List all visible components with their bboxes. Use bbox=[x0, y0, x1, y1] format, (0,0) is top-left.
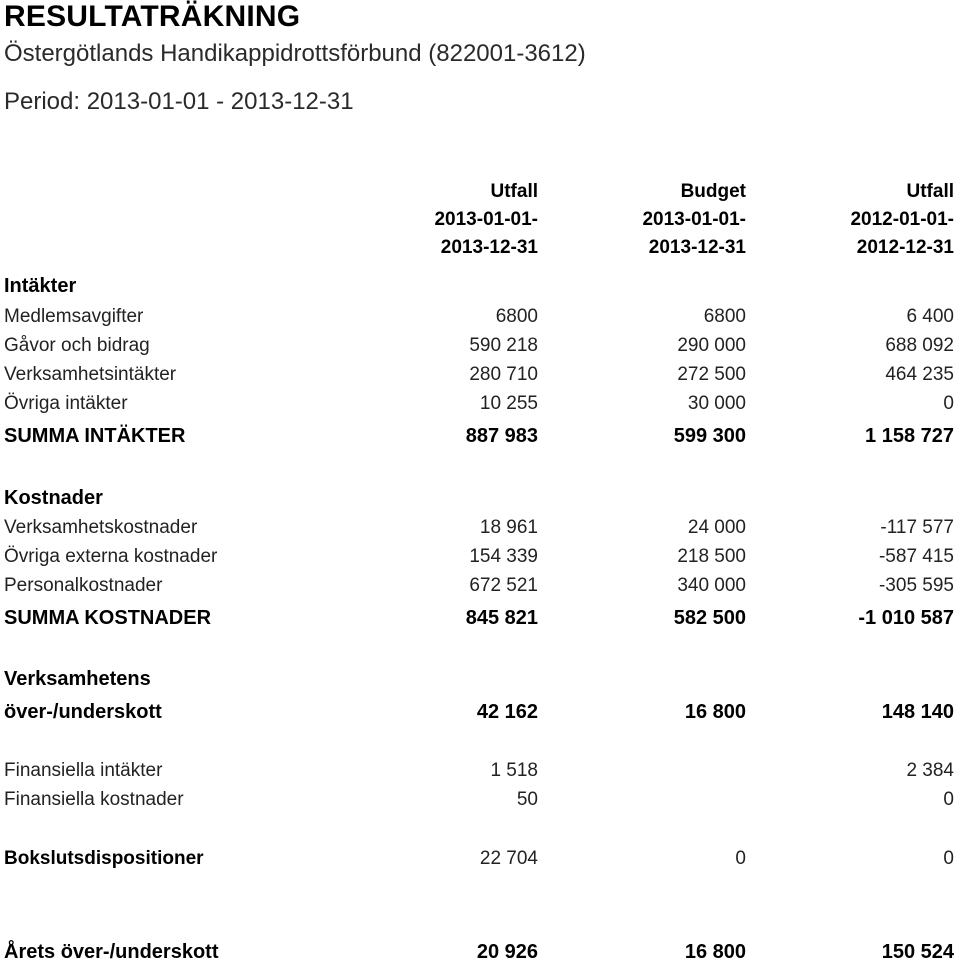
column-header-line: Utfall bbox=[906, 181, 954, 202]
row-value-budget-2013: 6800 bbox=[703, 306, 746, 327]
table-row bbox=[0, 360, 960, 390]
row-value-outcome-2012: 1 158 727 bbox=[865, 425, 954, 447]
row-value-budget-2013: 16 800 bbox=[684, 941, 746, 963]
year-result-row bbox=[0, 937, 960, 967]
row-value-budget-2013: 290 000 bbox=[677, 335, 746, 356]
table-row bbox=[0, 542, 960, 572]
row-value-outcome-2013: 154 339 bbox=[469, 546, 538, 567]
column-header-line: 2012-12-31 bbox=[856, 237, 954, 258]
total-row-costs bbox=[0, 603, 960, 633]
row-value-budget-2013: 599 300 bbox=[673, 425, 746, 447]
row-label: Gåvor och bidrag bbox=[4, 335, 150, 356]
row-label: Övriga intäkter bbox=[4, 393, 128, 414]
row-value-budget-2013: 0 bbox=[735, 848, 746, 869]
table-row bbox=[0, 756, 960, 786]
operating-result-label-line1: Verksamhetens bbox=[4, 668, 151, 690]
appropriations-row bbox=[0, 844, 960, 874]
row-value-budget-2013: 30 000 bbox=[687, 393, 746, 414]
row-value-budget-2013: 340 000 bbox=[677, 575, 746, 596]
row-value-outcome-2013: 590 218 bbox=[469, 335, 538, 356]
table-row bbox=[0, 331, 960, 361]
column-header-line: Budget bbox=[680, 181, 746, 202]
table-row bbox=[0, 785, 960, 815]
column-header-line: Utfall bbox=[490, 181, 538, 202]
row-value-outcome-2012: -587 415 bbox=[878, 546, 954, 567]
row-value-outcome-2012: 688 092 bbox=[885, 335, 954, 356]
row-value-outcome-2012: -305 595 bbox=[878, 575, 954, 596]
row-value-outcome-2013: 1 518 bbox=[490, 760, 538, 781]
column-header-line: 2013-12-31 bbox=[648, 237, 746, 258]
organization-name: Östergötlands Handikappidrottsförbund (822001-3612) bbox=[4, 40, 586, 67]
operating-result-row bbox=[0, 697, 960, 727]
row-value-outcome-2012: 0 bbox=[943, 789, 954, 810]
row-value-budget-2013: 218 500 bbox=[677, 546, 746, 567]
row-value-outcome-2013: 10 255 bbox=[479, 393, 538, 414]
row-value-outcome-2013: 42 162 bbox=[476, 701, 538, 723]
row-value-budget-2013: 16 800 bbox=[684, 701, 746, 723]
row-value-outcome-2012: 2 384 bbox=[906, 760, 954, 781]
column-header-line: 2012-01-01- bbox=[850, 209, 954, 230]
total-row-income bbox=[0, 421, 960, 451]
column-header-line: 2013-01-01- bbox=[434, 209, 538, 230]
row-label: Verksamhetsintäkter bbox=[4, 364, 177, 385]
row-label: Medlemsavgifter bbox=[4, 306, 144, 327]
column-header-outcome-2013 bbox=[338, 178, 538, 262]
table-row bbox=[0, 571, 960, 601]
row-value-budget-2013: 24 000 bbox=[687, 517, 746, 538]
row-value-outcome-2013: 20 926 bbox=[476, 941, 538, 963]
row-label: Finansiella kostnader bbox=[4, 789, 184, 810]
row-value-outcome-2012: -1 010 587 bbox=[858, 607, 954, 629]
row-value-outcome-2012: 464 235 bbox=[885, 364, 954, 385]
row-value-outcome-2013: 280 710 bbox=[469, 364, 538, 385]
table-row bbox=[0, 302, 960, 332]
row-label: SUMMA KOSTNADER bbox=[4, 607, 212, 629]
row-value-outcome-2013: 887 983 bbox=[465, 425, 538, 447]
row-value-outcome-2013: 6800 bbox=[495, 306, 538, 327]
row-label: över-/underskott bbox=[4, 701, 162, 723]
row-value-budget-2013: 582 500 bbox=[673, 607, 746, 629]
column-header-line: 2013-12-31 bbox=[440, 237, 538, 258]
section-heading-income: Intäkter bbox=[4, 275, 77, 297]
row-value-outcome-2012: 0 bbox=[943, 393, 954, 414]
row-label: Bokslutsdispositioner bbox=[4, 848, 204, 869]
row-value-outcome-2012: 148 140 bbox=[881, 701, 954, 723]
row-value-budget-2013: 272 500 bbox=[677, 364, 746, 385]
report-title: RESULTATRÄKNING bbox=[4, 0, 301, 33]
table-row bbox=[0, 389, 960, 419]
section-heading-costs: Kostnader bbox=[4, 487, 103, 509]
column-header-outcome-2012 bbox=[754, 178, 954, 262]
column-header-budget-2013 bbox=[546, 178, 746, 262]
row-label: Årets över-/underskott bbox=[4, 941, 219, 963]
report-period: Period: 2013-01-01 - 2013-12-31 bbox=[4, 88, 354, 115]
row-value-outcome-2012: 0 bbox=[943, 848, 954, 869]
row-value-outcome-2012: 150 524 bbox=[881, 941, 954, 963]
column-header-line: 2013-01-01- bbox=[642, 209, 746, 230]
row-value-outcome-2012: -117 577 bbox=[880, 517, 954, 538]
row-label: SUMMA INTÄKTER bbox=[4, 425, 186, 447]
row-value-outcome-2013: 50 bbox=[516, 789, 538, 810]
row-label: Verksamhetskostnader bbox=[4, 517, 198, 538]
row-value-outcome-2013: 22 704 bbox=[479, 848, 538, 869]
row-label: Personalkostnader bbox=[4, 575, 163, 596]
row-label: Finansiella intäkter bbox=[4, 760, 163, 781]
row-value-outcome-2013: 18 961 bbox=[479, 517, 538, 538]
table-row bbox=[0, 513, 960, 543]
row-value-outcome-2013: 672 521 bbox=[469, 575, 538, 596]
row-label: Övriga externa kostnader bbox=[4, 546, 218, 567]
row-value-outcome-2013: 845 821 bbox=[465, 607, 538, 629]
row-value-outcome-2012: 6 400 bbox=[906, 306, 954, 327]
